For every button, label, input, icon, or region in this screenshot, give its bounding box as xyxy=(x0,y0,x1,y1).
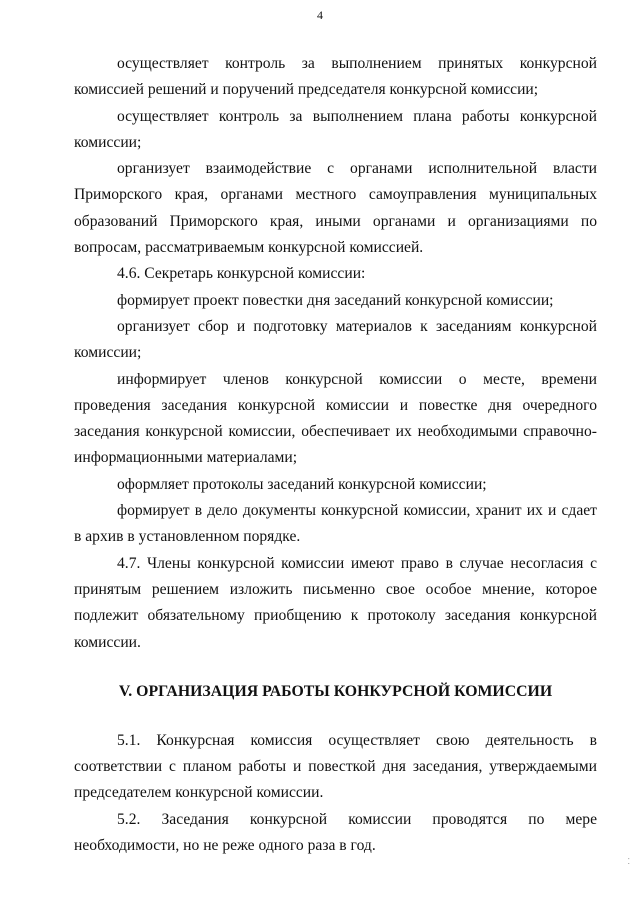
paragraph-protocols: оформляет протоколы заседаний конкурсной комиссии; xyxy=(117,475,487,493)
paragraph-control-work-plan: осуществляет контроль за выполнением плана работы конкурсной комиссии; xyxy=(74,107,597,151)
paragraph-control-decisions: осуществляет контроль за выполнением принятых конкурсной комиссией решений и поручений председателя конкурсной комиссии; xyxy=(74,55,597,99)
paragraph-agenda-draft: формирует проект повестки дня заседаний конкурсной комиссии; xyxy=(117,291,554,309)
paragraph-informs-members: информирует членов конкурсной комиссии о месте, времени проведения заседания конкурсной комиссии и повестке дня очередного заседания конкурсной комиссии, обеспечивает их необходимыми справочно-информационными материалами; xyxy=(74,370,597,467)
scan-edge-mark: ⁚ xyxy=(627,857,630,866)
paragraph-materials: организует сбор и подготовку материалов к заседаниям конкурсной комиссии; xyxy=(74,317,597,362)
paragraph-interaction: организует взаимодействие с органами исполнительной власти Приморского края, органами местного самоуправления муниципальных образований Приморского края, иными органами и организациями по вопросам, рассматриваемым конкурсной комиссией. xyxy=(74,160,597,257)
section-heading: V. ОРГАНИЗАЦИЯ РАБОТЫ КОНКУРСНОЙ КОМИССИИ xyxy=(118,682,553,700)
paragraph-5-2: 5.2. Заседания конкурсной комиссии проводятся по мере необходимости, но не реже одного раза в год. xyxy=(74,810,597,855)
page-number: 4 xyxy=(317,8,323,22)
paragraph-4-6-secretary: 4.6. Секретарь конкурсной комиссии: xyxy=(117,265,366,283)
paragraph-4-7-members: 4.7. Члены конкурсной комиссии имеют право в случае несогласия с принятым решением изложить письменно свое особое мнение, которое подлежит обязательному приобщению к протоколу заседания конкурсной комиссии. xyxy=(74,554,597,651)
document-body xyxy=(74,51,597,859)
paragraph-5-1: 5.1. Конкурсная комиссия осуществляет свою деятельность в соответствии с планом работы и повесткой дня заседания, утверждаемыми председателем конкурсной комиссии. xyxy=(74,731,597,802)
paragraph-archive: формирует в дело документы конкурсной комиссии, хранит их и сдает в архив в установленном порядке. xyxy=(74,502,597,546)
